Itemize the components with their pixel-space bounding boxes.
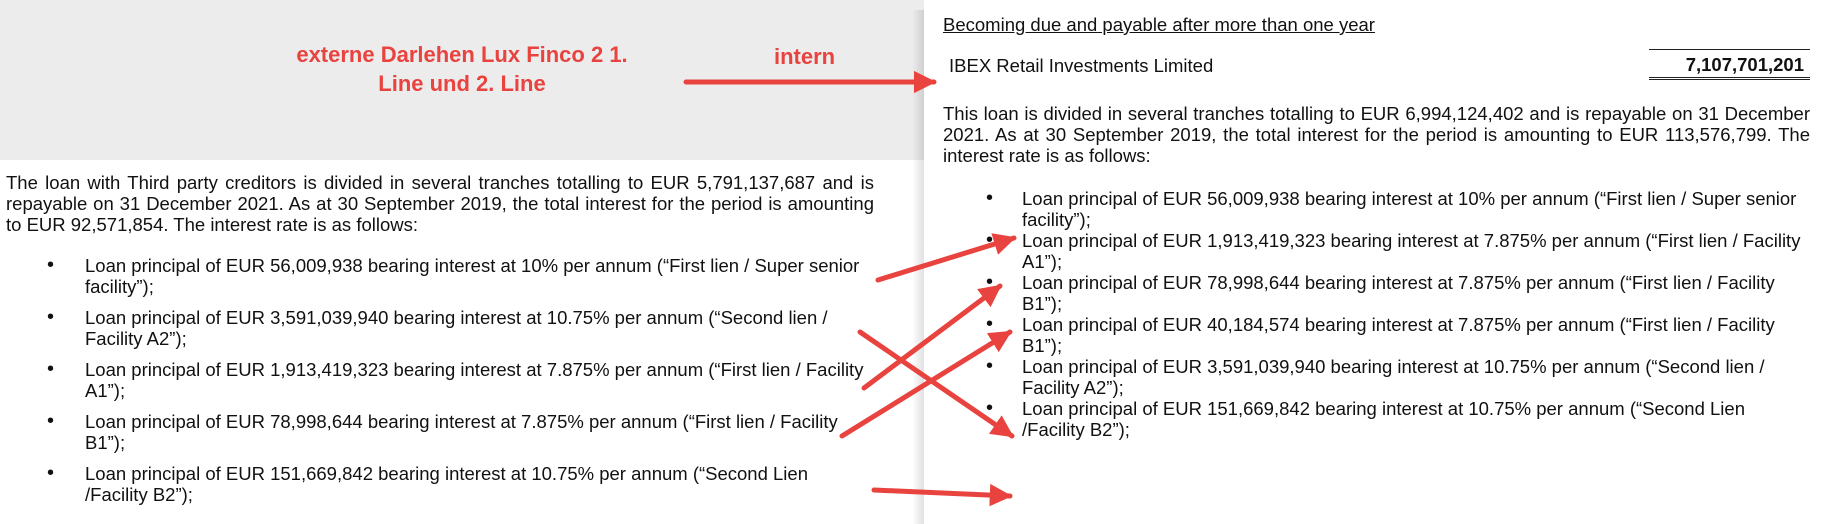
right-bullet-item (943, 398, 1810, 440)
bullet-dot-icon: • (986, 313, 994, 335)
lender-row (943, 55, 1810, 85)
right-bullet-list (943, 188, 1810, 440)
bullet-dot-icon: • (986, 397, 994, 419)
bullet-dot-icon: • (47, 462, 55, 484)
right-bullet-text: Loan principal of EUR 56,009,938 bearing interest at 10% per annum (“First lien / Super senior facility”); (1022, 188, 1797, 230)
bullet-dot-icon: • (986, 271, 994, 293)
right-bullet-text: Loan principal of EUR 40,184,574 bearing interest at 7.875% per annum (“First lien / Facility B1”); (1022, 314, 1775, 356)
right-bullet-item (943, 188, 1810, 230)
lender-name: IBEX Retail Investments Limited (949, 55, 1214, 76)
bullet-dot-icon: • (47, 358, 55, 380)
bullet-dot-icon: • (47, 254, 55, 276)
right-bullet-item (943, 272, 1810, 314)
left-bullet-text: Loan principal of EUR 56,009,938 bearing interest at 10% per annum (“First lien / Super senior facility”); (85, 255, 860, 297)
right-document-excerpt (943, 14, 1810, 440)
right-bullet-text: Loan principal of EUR 78,998,644 bearing interest at 7.875% per annum (“First lien / Facility B1”); (1022, 272, 1775, 314)
left-bullet-item (6, 463, 874, 505)
right-bullet-text: Loan principal of EUR 3,591,039,940 bearing interest at 10.75% per annum (“Second lien / Facility A2”); (1022, 356, 1765, 398)
bullet-dot-icon: • (986, 355, 994, 377)
lender-amount: 7,107,701,201 (1649, 49, 1810, 80)
bullet-dot-icon: • (986, 229, 994, 251)
right-bullet-item (943, 356, 1810, 398)
left-bullet-item (6, 411, 874, 453)
left-paragraph: The loan with Third party creditors is divided in several tranches totalling to EUR 5,791,137,687 and is repayable on 31 December 2021. As at 30 September 2019, the total interest for the period is amounting to EUR 92,571,854. The interest rate is as follows: (6, 172, 874, 235)
right-paragraph: This loan is divided in several tranches totalling to EUR 6,994,124,402 and is repayable on 31 December 2021. As at 30 September 2019, the total interest for the period is amounting to EUR 113,576,799. The interest rate is as follows: (943, 103, 1810, 166)
annotation-extern-line2: Line und 2. Line (378, 71, 546, 96)
left-bullet-item (6, 255, 874, 297)
annotation-extern-line1: externe Darlehen Lux Finco 2 1. (296, 42, 628, 67)
bullet-dot-icon: • (47, 410, 55, 432)
left-bullet-text: Loan principal of EUR 78,998,644 bearing interest at 7.875% per annum (“First lien / Facility B1”); (85, 411, 838, 453)
right-bullet-text: Loan principal of EUR 151,669,842 bearing interest at 10.75% per annum (“Second Lien /Facility B2”); (1022, 398, 1745, 440)
bullet-dot-icon: • (986, 187, 994, 209)
left-document-excerpt (6, 172, 874, 515)
left-bullet-text: Loan principal of EUR 1,913,419,323 bearing interest at 7.875% per annum (“First lien / Facility A1”); (85, 359, 864, 401)
bullet-dot-icon: • (47, 306, 55, 328)
right-bullet-item (943, 314, 1810, 356)
left-bullet-text: Loan principal of EUR 151,669,842 bearing interest at 10.75% per annum (“Second Lien /Facility B2”); (85, 463, 808, 505)
right-bullet-item (943, 230, 1810, 272)
left-bullet-list (6, 255, 874, 505)
right-bullet-text: Loan principal of EUR 1,913,419,323 bearing interest at 7.875% per annum (“First lien / Facility A1”); (1022, 230, 1801, 272)
annotation-extern-label (262, 40, 662, 98)
left-bullet-item (6, 307, 874, 349)
left-bullet-item (6, 359, 874, 401)
left-bullet-text: Loan principal of EUR 3,591,039,940 bearing interest at 10.75% per annum (“Second lien / Facility A2”); (85, 307, 828, 349)
right-heading: Becoming due and payable after more than one year (943, 14, 1375, 35)
annotation-intern-label: intern (774, 44, 836, 69)
